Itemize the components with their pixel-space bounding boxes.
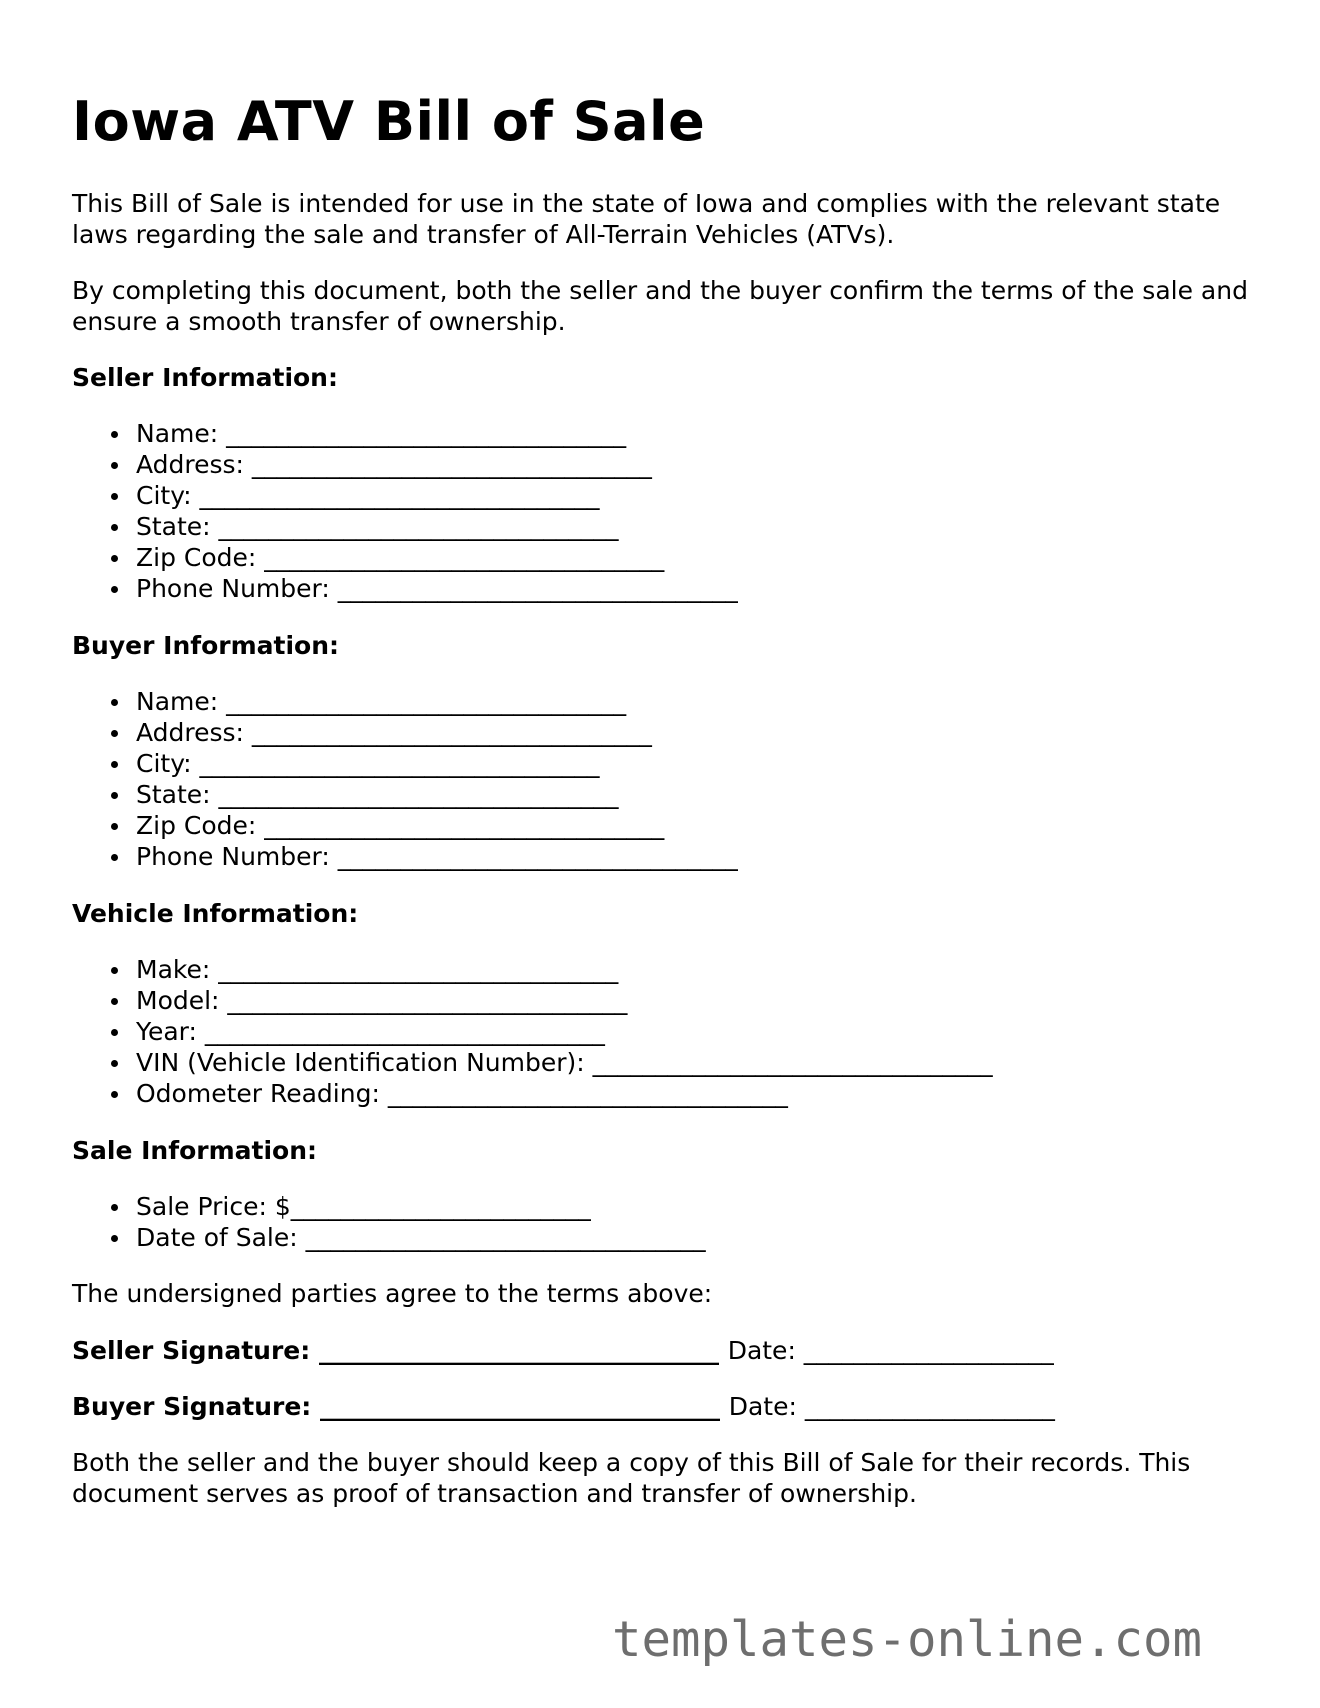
vehicle-year-field[interactable]: Year: ________________________________ bbox=[136, 1016, 1252, 1047]
seller-signature-line[interactable]: ________________________________ bbox=[310, 1336, 728, 1365]
agreement-text: The undersigned parties agree to the terms above: bbox=[72, 1279, 713, 1308]
buyer-zip-field[interactable]: Zip Code: ________________________________ bbox=[136, 810, 1252, 841]
buyer-signature-label: Buyer Signature: bbox=[72, 1392, 312, 1421]
buyer-heading: Buyer Information: bbox=[72, 631, 340, 660]
seller-fields-list bbox=[72, 418, 1252, 604]
sale-heading: Sale Information: bbox=[72, 1136, 317, 1165]
closing-paragraph bbox=[72, 1447, 1252, 1509]
buyer-name-field[interactable]: Name: ________________________________ bbox=[136, 686, 1252, 717]
closing-text: Both the seller and the buyer should keep a copy of this Bill of Sale for their records. This document serves as proof of transaction and transfer of ownership. bbox=[72, 1448, 1191, 1508]
seller-city-field[interactable]: City: ________________________________ bbox=[136, 480, 1252, 511]
sale-date-field[interactable]: Date of Sale: ________________________________ bbox=[136, 1222, 1252, 1253]
seller-name-field[interactable]: Name: ________________________________ bbox=[136, 418, 1252, 449]
sale-section bbox=[72, 1135, 1252, 1253]
buyer-address-field[interactable]: Address: ________________________________ bbox=[136, 717, 1252, 748]
sale-price-field[interactable]: Sale Price: $________________________ bbox=[136, 1191, 1252, 1222]
vehicle-heading: Vehicle Information: bbox=[72, 899, 359, 928]
buyer-signature-line[interactable]: ________________________________ bbox=[311, 1392, 729, 1421]
seller-section bbox=[72, 362, 1252, 604]
agreement-statement bbox=[72, 1278, 1252, 1309]
seller-address-field[interactable]: Address: ________________________________ bbox=[136, 449, 1252, 480]
watermark-text: templates-online.com bbox=[612, 1611, 1203, 1668]
seller-signature-label: Seller Signature: bbox=[72, 1336, 311, 1365]
intro-text-1: This Bill of Sale is intended for use in the state of Iowa and complies with the relevant state laws regarding the sale and transfer of All-Terrain Vehicles (ATVs). bbox=[72, 189, 1221, 249]
vehicle-odometer-field[interactable]: Odometer Reading: ________________________________ bbox=[136, 1078, 1252, 1109]
intro-paragraph-1 bbox=[72, 188, 1252, 250]
sale-fields-list bbox=[72, 1191, 1252, 1253]
seller-phone-field[interactable]: Phone Number: ________________________________ bbox=[136, 573, 1252, 604]
document-title: Iowa ATV Bill of Sale bbox=[72, 90, 706, 153]
intro-paragraph-2 bbox=[72, 275, 1252, 337]
buyer-fields-list bbox=[72, 686, 1252, 872]
seller-heading: Seller Information: bbox=[72, 363, 338, 392]
seller-state-field[interactable]: State: ________________________________ bbox=[136, 511, 1252, 542]
buyer-city-field[interactable]: City: ________________________________ bbox=[136, 748, 1252, 779]
vehicle-vin-field[interactable]: VIN (Vehicle Identification Number): ________________________________ bbox=[136, 1047, 1252, 1078]
buyer-state-field[interactable]: State: ________________________________ bbox=[136, 779, 1252, 810]
intro-text-2: By completing this document, both the seller and the buyer confirm the terms of the sale and ensure a smooth transfer of ownership. bbox=[72, 276, 1248, 336]
vehicle-make-field[interactable]: Make: ________________________________ bbox=[136, 954, 1252, 985]
seller-signature-date[interactable]: Date: ____________________ bbox=[727, 1336, 1054, 1365]
buyer-section bbox=[72, 630, 1252, 872]
buyer-signature-row bbox=[72, 1391, 1252, 1422]
vehicle-model-field[interactable]: Model: ________________________________ bbox=[136, 985, 1252, 1016]
vehicle-fields-list bbox=[72, 954, 1252, 1109]
seller-signature-row bbox=[72, 1335, 1252, 1366]
vehicle-section bbox=[72, 898, 1252, 1109]
buyer-phone-field[interactable]: Phone Number: ________________________________ bbox=[136, 841, 1252, 872]
buyer-signature-date[interactable]: Date: ____________________ bbox=[728, 1392, 1055, 1421]
seller-zip-field[interactable]: Zip Code: ________________________________ bbox=[136, 542, 1252, 573]
